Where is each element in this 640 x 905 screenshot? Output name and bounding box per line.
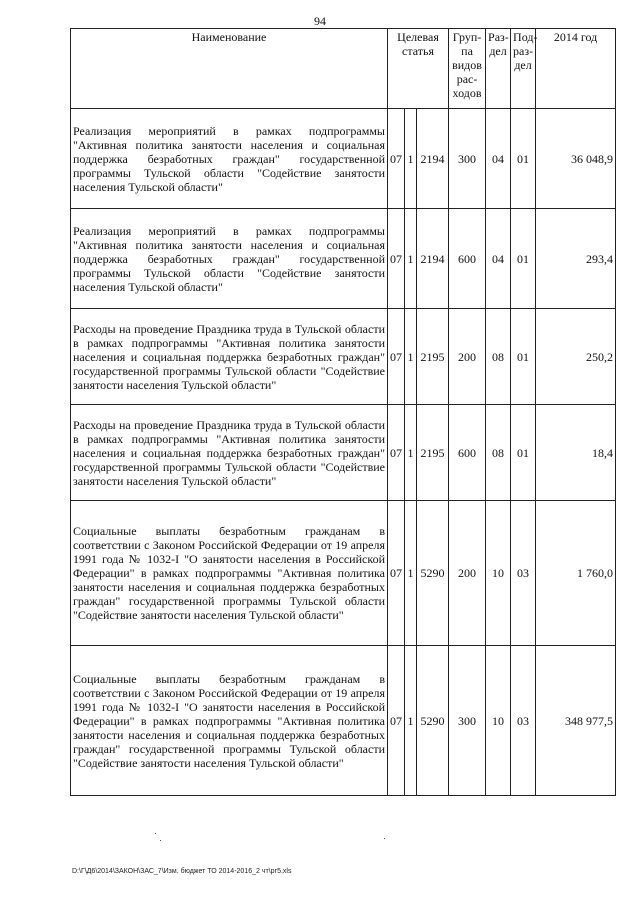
row-section: 10 bbox=[486, 501, 511, 646]
row-target-part-1: 07 bbox=[388, 309, 405, 405]
row-target-part-1: 07 bbox=[388, 109, 405, 209]
row-amount: 348 977,5 bbox=[536, 646, 616, 796]
row-target-part-3: 5290 bbox=[417, 501, 449, 646]
row-section: 08 bbox=[486, 405, 511, 501]
row-name: Расходы на проведение Праздника труда в Тульской области в рамках подпрограммы "Активная политика занятости населения и социальная поддержка безработных граждан" государственной программы Тульской области "Содействие занятости населения Тульской области" bbox=[71, 405, 388, 501]
row-target-part-2: 1 bbox=[405, 309, 417, 405]
row-name: Расходы на проведение Праздника труда в Тульской области в рамках подпрограммы "Активная политика занятости населения и социальная поддержка безработных граждан" государственной программы Тульской области "Содействие занятости населения Тульской области" bbox=[71, 309, 388, 405]
scan-speck bbox=[384, 838, 385, 839]
row-name: Реализация мероприятий в рамках подпрограммы "Активная политика занятости населения и социальная поддержка безработных граждан" государственной программы Тульской области "Содействие занятости населения Тульской области" bbox=[71, 109, 388, 209]
header-year-2014: 2014 год bbox=[536, 29, 616, 109]
table-row bbox=[71, 646, 616, 796]
row-expense-group: 200 bbox=[449, 501, 486, 646]
row-name: Социальные выплаты безработным гражданам в соответствии с Законом Российской Федерации от 19 апреля 1991 года № 1032-I "О занятости населения в Российской Федерации" в рамках подпрограммы "Активная политика занятости населения и социальная поддержка безработных граждан" государственной программы Тульской области "Содействие занятости населения Тульской области" bbox=[71, 501, 388, 646]
row-subsection: 03 bbox=[511, 501, 536, 646]
row-amount: 18,4 bbox=[536, 405, 616, 501]
row-subsection: 01 bbox=[511, 405, 536, 501]
row-expense-group: 300 bbox=[449, 646, 486, 796]
row-target-part-3: 2194 bbox=[417, 209, 449, 309]
row-target-part-3: 5290 bbox=[417, 646, 449, 796]
table-row bbox=[71, 501, 616, 646]
row-expense-group: 300 bbox=[449, 109, 486, 209]
row-expense-group: 600 bbox=[449, 405, 486, 501]
header-name: Наименование bbox=[71, 29, 388, 109]
row-section: 04 bbox=[486, 109, 511, 209]
table-row bbox=[71, 109, 616, 209]
row-subsection: 01 bbox=[511, 109, 536, 209]
row-target-part-1: 07 bbox=[388, 501, 405, 646]
budget-table bbox=[70, 28, 616, 796]
header-expense-group: Груп-па видов рас-ходов bbox=[449, 29, 486, 109]
row-section: 04 bbox=[486, 209, 511, 309]
row-target-part-2: 1 bbox=[405, 109, 417, 209]
row-target-part-3: 2194 bbox=[417, 109, 449, 209]
row-target-part-2: 1 bbox=[405, 209, 417, 309]
row-subsection: 01 bbox=[511, 209, 536, 309]
row-target-part-3: 2195 bbox=[417, 309, 449, 405]
row-subsection: 01 bbox=[511, 309, 536, 405]
row-section: 10 bbox=[486, 646, 511, 796]
row-amount: 36 048,9 bbox=[536, 109, 616, 209]
table-row bbox=[71, 405, 616, 501]
row-name: Реализация мероприятий в рамках подпрограммы "Активная политика занятости населения и социальная поддержка безработных граждан" государственной программы Тульской области "Содействие занятости населения Тульской области" bbox=[71, 209, 388, 309]
row-target-part-3: 2195 bbox=[417, 405, 449, 501]
row-target-part-1: 07 bbox=[388, 405, 405, 501]
row-expense-group: 200 bbox=[449, 309, 486, 405]
scan-speck bbox=[160, 840, 161, 841]
header-target-article: Целевая статья bbox=[388, 29, 449, 109]
scan-speck bbox=[155, 833, 156, 834]
row-target-part-2: 1 bbox=[405, 646, 417, 796]
file-path-footer: D:\Г\Д6\2014\ЗАКОН\ЗАС_7\Изм. бюджет ТО 2014-2016_2 чт\рг5.xls bbox=[72, 868, 292, 875]
row-target-part-2: 1 bbox=[405, 501, 417, 646]
row-name: Социальные выплаты безработным гражданам в соответствии с Законом Российской Федерации от 19 апреля 1991 года № 1032-I "О занятости населения в Российской Федерации" в рамках подпрограммы "Активная политика занятости населения и социальная поддержка безработных граждан" государственной программы Тульской области "Содействие занятости населения Тульской области" bbox=[71, 646, 388, 796]
table-row bbox=[71, 309, 616, 405]
row-expense-group: 600 bbox=[449, 209, 486, 309]
page-number: 94 bbox=[314, 14, 326, 28]
row-target-part-2: 1 bbox=[405, 405, 417, 501]
row-target-part-1: 07 bbox=[388, 209, 405, 309]
row-section: 08 bbox=[486, 309, 511, 405]
header-section: Раз-дел bbox=[486, 29, 511, 109]
row-target-part-1: 07 bbox=[388, 646, 405, 796]
row-subsection: 03 bbox=[511, 646, 536, 796]
header-subsection: Под-раз-дел bbox=[511, 29, 536, 109]
row-amount: 1 760,0 bbox=[536, 501, 616, 646]
table-row bbox=[71, 209, 616, 309]
header-row bbox=[71, 29, 616, 109]
row-amount: 293,4 bbox=[536, 209, 616, 309]
row-amount: 250,2 bbox=[536, 309, 616, 405]
